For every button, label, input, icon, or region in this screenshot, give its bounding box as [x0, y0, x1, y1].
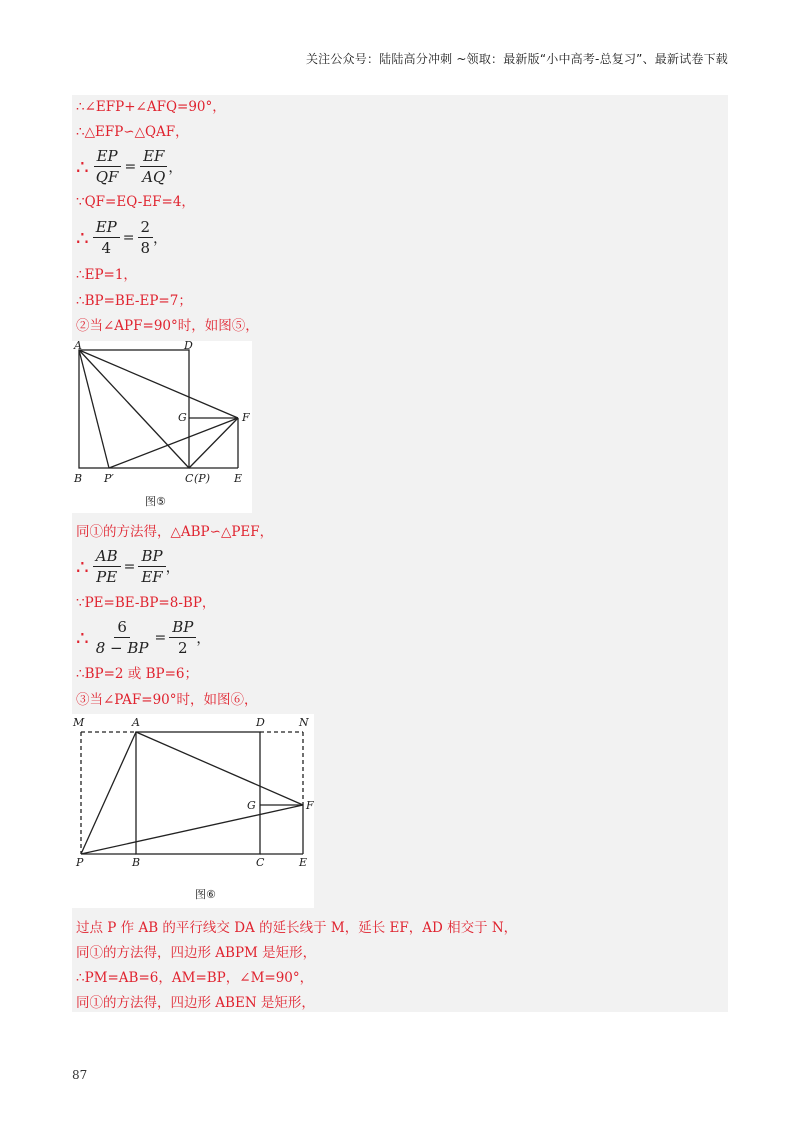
denominator: QF	[95, 168, 119, 186]
fraction-equation	[76, 547, 180, 586]
fraction	[93, 147, 122, 186]
label-p-prime: P′	[104, 472, 114, 485]
segment-af	[136, 732, 303, 805]
numerator: 2	[138, 218, 154, 238]
text-line: ②当∠APF=90°时，如图⑤，	[76, 318, 259, 334]
segment-cf	[189, 418, 238, 468]
label-e: E	[234, 472, 243, 485]
segment-af	[79, 350, 238, 418]
denominator: 2	[178, 639, 188, 657]
text-line: 同①的方法得，四边形 ABEN 是矩形，	[76, 995, 315, 1011]
numerator: EP	[93, 218, 120, 238]
solution-content	[72, 95, 728, 1012]
denominator: AQ	[142, 168, 166, 186]
numerator: BP	[169, 618, 196, 638]
text-line: ∵QF=EQ-EF=4，	[76, 194, 195, 210]
label-b: B	[74, 472, 83, 485]
label-f: F	[306, 799, 314, 812]
segment-ap1	[79, 350, 109, 468]
label-f: F	[242, 411, 250, 424]
fraction-equation	[76, 618, 210, 657]
denominator: PE	[96, 568, 118, 586]
label-g: G	[178, 411, 187, 424]
figure-6-drawing	[72, 714, 314, 908]
figure-6-caption: 图⑥	[195, 888, 216, 901]
label-c: C	[185, 472, 194, 485]
text-line: ∴PM=AB=6，AM=BP，∠M=90°，	[76, 970, 314, 986]
label-e: E	[299, 856, 308, 869]
text-line: ③当∠PAF=90°时，如图⑥，	[76, 692, 258, 708]
fraction-equation	[76, 218, 167, 257]
label-c: C	[256, 856, 265, 869]
denominator: 4	[101, 239, 112, 257]
label-a: A	[132, 716, 140, 729]
geometry-figure-6	[72, 714, 314, 908]
text-line: ∵PE=BE-BP=8-BP，	[76, 595, 216, 611]
figure-5-caption: 图⑤	[145, 495, 166, 508]
text-line: 过点 P 作 AB 的平行线交 DA 的延长线于 M，延长 EF，AD 相交于 N，	[76, 920, 518, 936]
therefore-symbol: ∴	[76, 625, 89, 650]
therefore-symbol: ∴	[76, 154, 89, 179]
segment-ap	[81, 732, 136, 854]
page-header: 关注公众号：陆陆高分冲刺 ~领取：最新版“小中高考-总复习”、最新试卷下载	[305, 52, 728, 66]
square-abcd	[136, 732, 260, 854]
numerator: EP	[94, 147, 121, 167]
punctuation: ，	[153, 230, 168, 247]
punctuation: ，	[196, 630, 211, 647]
punctuation: ，	[165, 559, 180, 576]
fraction	[93, 547, 121, 586]
label-b: B	[132, 856, 141, 869]
fraction	[139, 147, 168, 186]
text-line: ∴△EFP∽△QAF，	[76, 124, 189, 140]
numerator: EF	[140, 147, 167, 167]
equals-sign: =	[124, 158, 137, 175]
numerator: AB	[93, 547, 121, 567]
therefore-symbol: ∴	[76, 225, 89, 250]
fraction	[93, 218, 120, 257]
label-d: D	[184, 341, 193, 352]
label-p: P	[76, 856, 84, 869]
numerator: 6	[114, 618, 130, 638]
numerator: BP	[138, 547, 165, 567]
denominator: 8	[140, 239, 151, 257]
label-a: A	[74, 341, 82, 352]
equals-sign: =	[122, 229, 135, 246]
text-line: ∴BP=2 或 BP=6；	[76, 666, 198, 682]
geometry-figure-5	[72, 341, 252, 513]
fraction	[169, 618, 196, 657]
fraction	[138, 547, 165, 586]
fraction	[93, 618, 152, 657]
text-line: ∴BP=BE-EP=7；	[76, 293, 192, 309]
denominator: 8 − BP	[95, 639, 149, 657]
text-line: ∴EP=1，	[76, 267, 137, 283]
fraction-equation	[76, 147, 182, 186]
text-line: ∴∠EFP+∠AFQ=90°，	[76, 99, 226, 115]
label-n: N	[299, 716, 309, 729]
equals-sign: =	[154, 629, 167, 646]
segment-p1f	[109, 418, 238, 468]
label-m: M	[73, 716, 85, 729]
page-number: 87	[72, 1068, 88, 1082]
denominator: EF	[141, 568, 163, 586]
text-line: 同①的方法得，△ABP∽△PEF，	[76, 524, 274, 540]
label-p: (P)	[194, 472, 210, 485]
equals-sign: =	[123, 558, 136, 575]
label-d: D	[256, 716, 265, 729]
segment-ac	[79, 350, 189, 468]
segment-pf	[81, 805, 303, 854]
therefore-symbol: ∴	[76, 554, 89, 579]
label-g: G	[247, 799, 256, 812]
figure-5-drawing	[72, 341, 252, 513]
text-line: 同①的方法得，四边形 ABPM 是矩形，	[76, 945, 317, 961]
punctuation: ，	[168, 159, 183, 176]
fraction	[138, 218, 154, 257]
